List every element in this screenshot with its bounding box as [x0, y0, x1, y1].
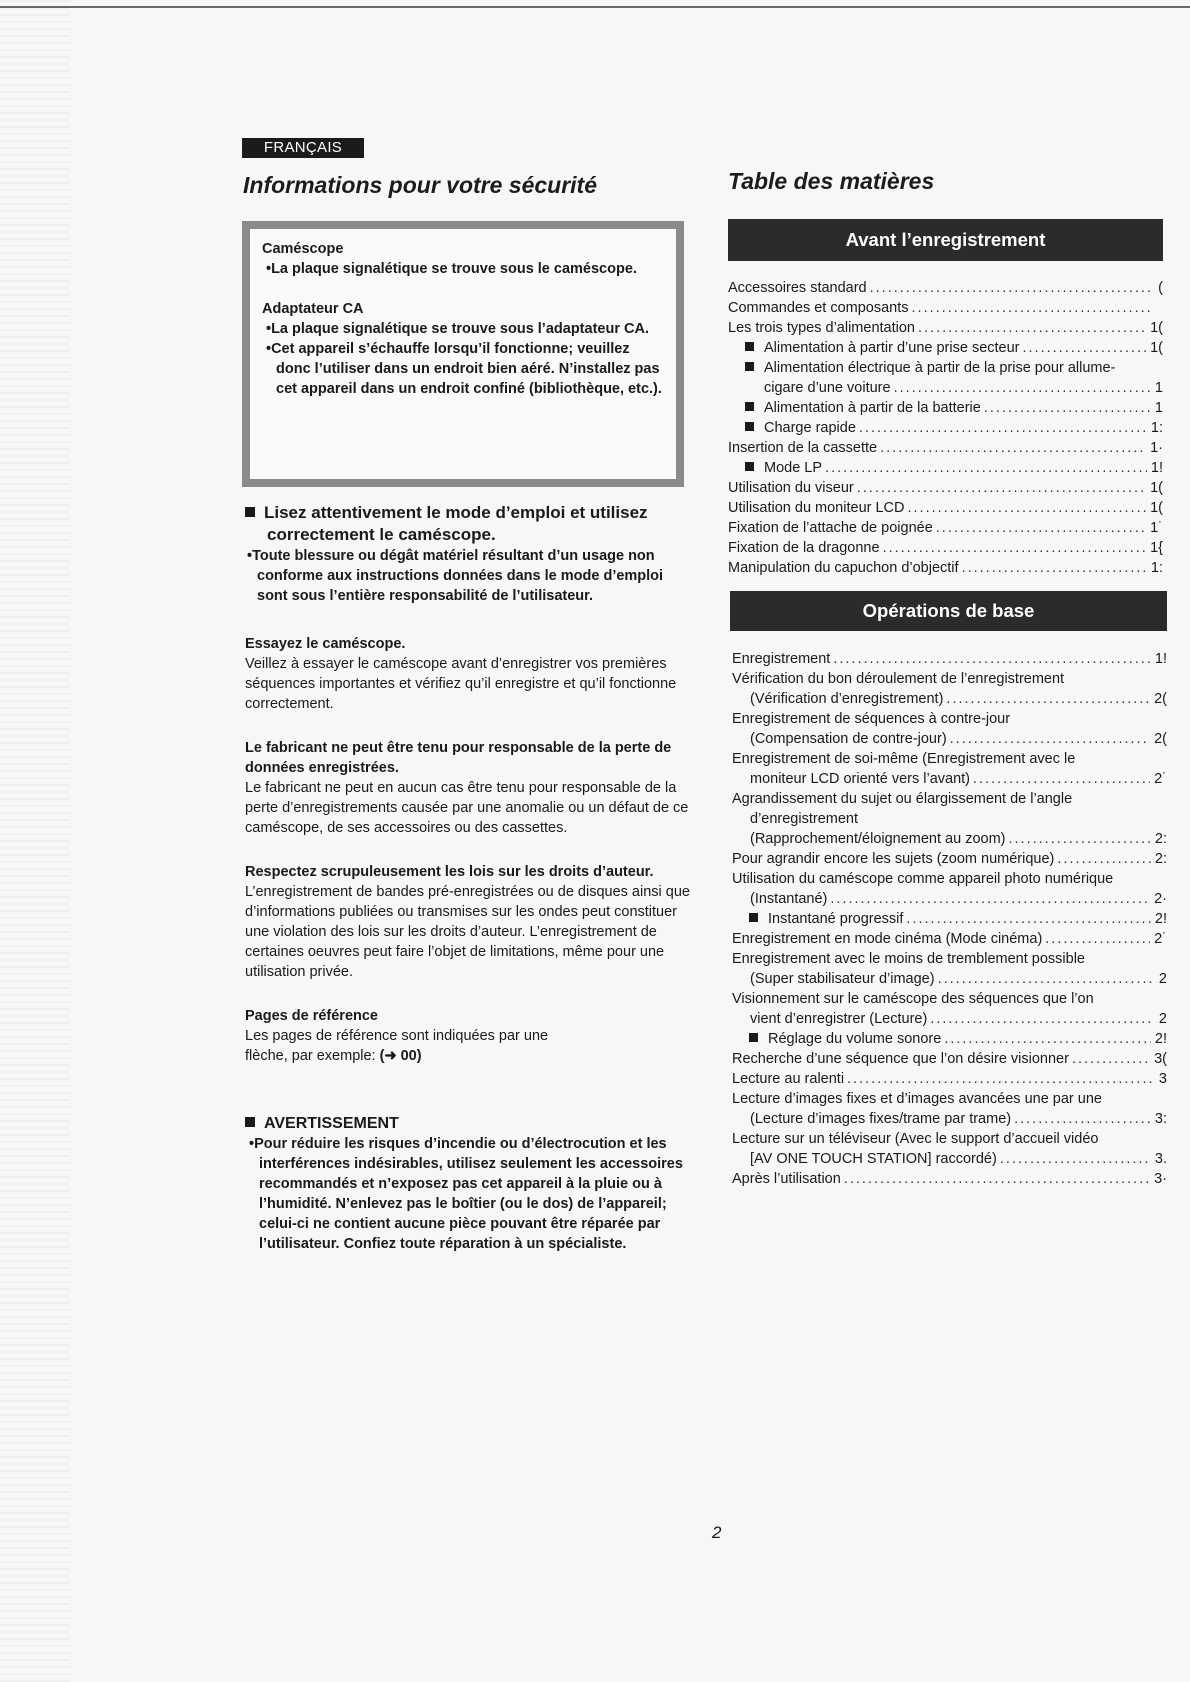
toc-subitem[interactable]: Alimentation à partir de la batterie ..... 1: [728, 398, 1163, 418]
toc-item-continued[interactable]: d’enregistrement: [750, 811, 858, 827]
toc-item[interactable]: Pour agrandir encore les sujets (zoom numérique) ..... 2:: [732, 849, 1167, 869]
toc-item[interactable]: Insertion de la cassette ..... 1·: [728, 438, 1163, 458]
toc-subitem[interactable]: Réglage du volume sonore ..... 2!: [732, 1029, 1167, 1049]
toc-item[interactable]: Après l’utilisation ..... 3·: [732, 1169, 1167, 1189]
toc-item[interactable]: Lecture sur un téléviseur (Avec le support d’accueil vidéo: [732, 1131, 1099, 1147]
toc-section-before-recording: Avant l’enregistrement: [728, 219, 1163, 261]
toc-item[interactable]: Accessoires standard ..... (: [728, 278, 1163, 298]
warning-text: •Pour réduire les risques d’incendie ou d’électrocution et les interférences indésirables, utilisez seulement les accessoires recommandés et n’exposez pas cet appareil à la pluie ou à l’humidité. N’enlevez pas le boîtier (ou le dos) de l’appareil; celui-ci ne contient aucune pièce pouvant être réparée par l’utilisateur. Confiez toute réparation à un spécialiste.: [249, 1136, 683, 1252]
toc-item[interactable]: Utilisation du viseur ..... 1(: [728, 478, 1163, 498]
toc-item-continued[interactable]: (Instantané) ..... 2·: [732, 889, 1167, 909]
square-bullet-icon: [745, 402, 754, 411]
toc-item[interactable]: Utilisation du moniteur LCD ..... 1(: [728, 498, 1163, 518]
toc-subitem[interactable]: Alimentation électrique à partir de la prise pour allume-: [728, 358, 1163, 378]
reference-heading: Pages de référence: [245, 1008, 378, 1024]
toc-item[interactable]: Commandes et composants .....: [728, 298, 1163, 318]
toc-item[interactable]: Enregistrement de séquences à contre-jour: [732, 711, 1011, 727]
toc-item[interactable]: Recherche d’une séquence que l’on désire visionner ..... 3(: [732, 1049, 1167, 1069]
toc-item[interactable]: Les trois types d’alimentation ..... 1(: [728, 318, 1163, 338]
toc-item-continued[interactable]: (Lecture d’images fixes/trame par trame) ..... 3:: [732, 1109, 1167, 1129]
toc-item[interactable]: Enregistrement de soi-même (Enregistrement avec le: [732, 751, 1076, 767]
toc-item[interactable]: Visionnement sur le caméscope des séquences que l’on: [732, 991, 1094, 1007]
square-bullet-icon: [749, 1033, 758, 1042]
toc-subitem[interactable]: Alimentation à partir d’une prise secteur ..... 1(: [728, 338, 1163, 358]
adapter-bullet-2: •Cet appareil s’échauffe lorsqu’il fonctionne; veuillez donc l’utiliser dans un endroit bien aéré. N’installez pas cet appareil dans un endroit confiné (bibliothèque, etc.).: [266, 341, 662, 397]
safety-title: Informations pour votre sécurité: [243, 172, 598, 198]
reference-example: (➜ 00): [379, 1048, 422, 1064]
square-bullet-icon: [745, 462, 754, 471]
toc-section-basic-operations: Opérations de base: [730, 591, 1167, 631]
square-bullet-icon: [745, 342, 754, 351]
language-badge: FRANÇAIS: [242, 138, 364, 158]
square-bullet-icon: [245, 507, 255, 517]
adapter-heading: Adaptateur CA: [262, 301, 364, 317]
maker-text: Le fabricant ne peut en aucun cas être tenu pour responsable de la perte d’enregistrements causée par une anomalie ou un défaut de ce caméscope, de ses accessoires ou des cassettes.: [245, 780, 689, 836]
maker-heading: Le fabricant ne peut être tenu pour responsable de la perte de données enregistrées.: [245, 740, 672, 776]
toc-item-continued[interactable]: (Compensation de contre-jour) ..... 2(: [732, 729, 1167, 749]
copyright-text: L’enregistrement de bandes pré-enregistrées ou de disques ainsi que d’informations publiées ou transmises sur les ondes peut constituer une violation des lois sur les droits d’auteur. L’enregistrement de certaines oeuvres peut faire l’objet de limitations, même pour une utilisation privée.: [245, 884, 690, 980]
toc-item-continued[interactable]: moniteur LCD orienté vers l’avant) ..... 2˙: [732, 769, 1167, 789]
toc-item-continued[interactable]: (Super stabilisateur d’image) ..... 2: [732, 969, 1167, 989]
toc-item[interactable]: Manipulation du capuchon d’objectif ..... 1:: [728, 558, 1163, 578]
toc-title: Table des matières: [728, 168, 935, 194]
square-bullet-icon: [245, 1117, 255, 1127]
toc-item[interactable]: Enregistrement avec le moins de tremblement possible: [732, 951, 1085, 967]
toc-list-2: [732, 649, 1167, 1189]
camcorder-heading: Caméscope: [262, 241, 344, 257]
square-bullet-icon: [749, 913, 758, 922]
toc-subitem[interactable]: Mode LP ..... 1!: [728, 458, 1163, 478]
square-bullet-icon: [745, 362, 754, 371]
toc-item-continued[interactable]: [AV ONE TOUCH STATION] raccordé) ..... 3.: [732, 1149, 1167, 1169]
toc-item[interactable]: Utilisation du caméscope comme appareil photo numérique: [732, 871, 1114, 887]
toc-item[interactable]: Enregistrement ..... 1!: [732, 649, 1167, 669]
warning-heading: AVERTISSEMENT: [245, 1114, 695, 1134]
read-manual-heading: Lisez attentivement le mode d’emploi et utilisez correctement le caméscope.: [245, 502, 695, 546]
scan-edge-texture: [0, 0, 70, 1682]
toc-item[interactable]: Vérification du bon déroulement de l’enregistrement: [732, 671, 1065, 687]
page-number: 2: [712, 1523, 722, 1542]
try-text: Veillez à essayer le caméscope avant d’enregistrer vos premières séquences importantes et vérifiez qu’il enregistre et qu’il fonctionne correctement.: [245, 656, 677, 712]
toc-subitem[interactable]: Instantané progressif ..... 2!: [732, 909, 1167, 929]
adapter-bullet-1: •La plaque signalétique se trouve sous l’adaptateur CA.: [266, 321, 649, 337]
toc-item[interactable]: Enregistrement en mode cinéma (Mode cinéma) ..... 2˙: [732, 929, 1167, 949]
copyright-heading: Respectez scrupuleusement les lois sur les droits d’auteur.: [245, 864, 654, 880]
toc-subitem[interactable]: Charge rapide ..... 1:: [728, 418, 1163, 438]
toc-item-continued[interactable]: (Vérification d’enregistrement) ..... 2(: [732, 689, 1167, 709]
square-bullet-icon: [745, 422, 754, 431]
toc-list-1: [728, 278, 1163, 578]
toc-item-continued[interactable]: vient d’enregistrer (Lecture) ..... 2: [732, 1009, 1167, 1029]
read-manual-bullet: •Toute blessure ou dégât matériel résultant d’un usage non conforme aux instructions données dans le mode d’emploi sont sous l’entière responsabilité de l’utilisateur.: [247, 548, 664, 604]
safety-body: [245, 502, 695, 1254]
top-rule: [0, 6, 1190, 8]
camcorder-bullet: •La plaque signalétique se trouve sous le caméscope.: [266, 261, 637, 277]
nameplate-box: [242, 221, 684, 487]
nameplate-box-content: [250, 229, 676, 479]
toc-item[interactable]: Fixation de l’attache de poignée ..... 1˙: [728, 518, 1163, 538]
try-heading: Essayez le caméscope.: [245, 636, 406, 652]
toc-item[interactable]: Fixation de la dragonne ..... 1{: [728, 538, 1163, 558]
toc-item[interactable]: Lecture au ralenti ..... 3: [732, 1069, 1167, 1089]
toc-item[interactable]: Agrandissement du sujet ou élargissement de l’angle: [732, 791, 1073, 807]
reference-text: Les pages de référence sont indiquées par une flèche, par exemple: (➜ 00): [245, 1028, 549, 1064]
toc-item-continued[interactable]: (Rapprochement/éloignement au zoom) ..... 2:: [732, 829, 1167, 849]
toc-item[interactable]: Lecture d’images fixes et d’images avancées une par une: [732, 1091, 1102, 1107]
toc-subitem-continued[interactable]: cigare d’une voiture ..... 1: [728, 378, 1163, 398]
